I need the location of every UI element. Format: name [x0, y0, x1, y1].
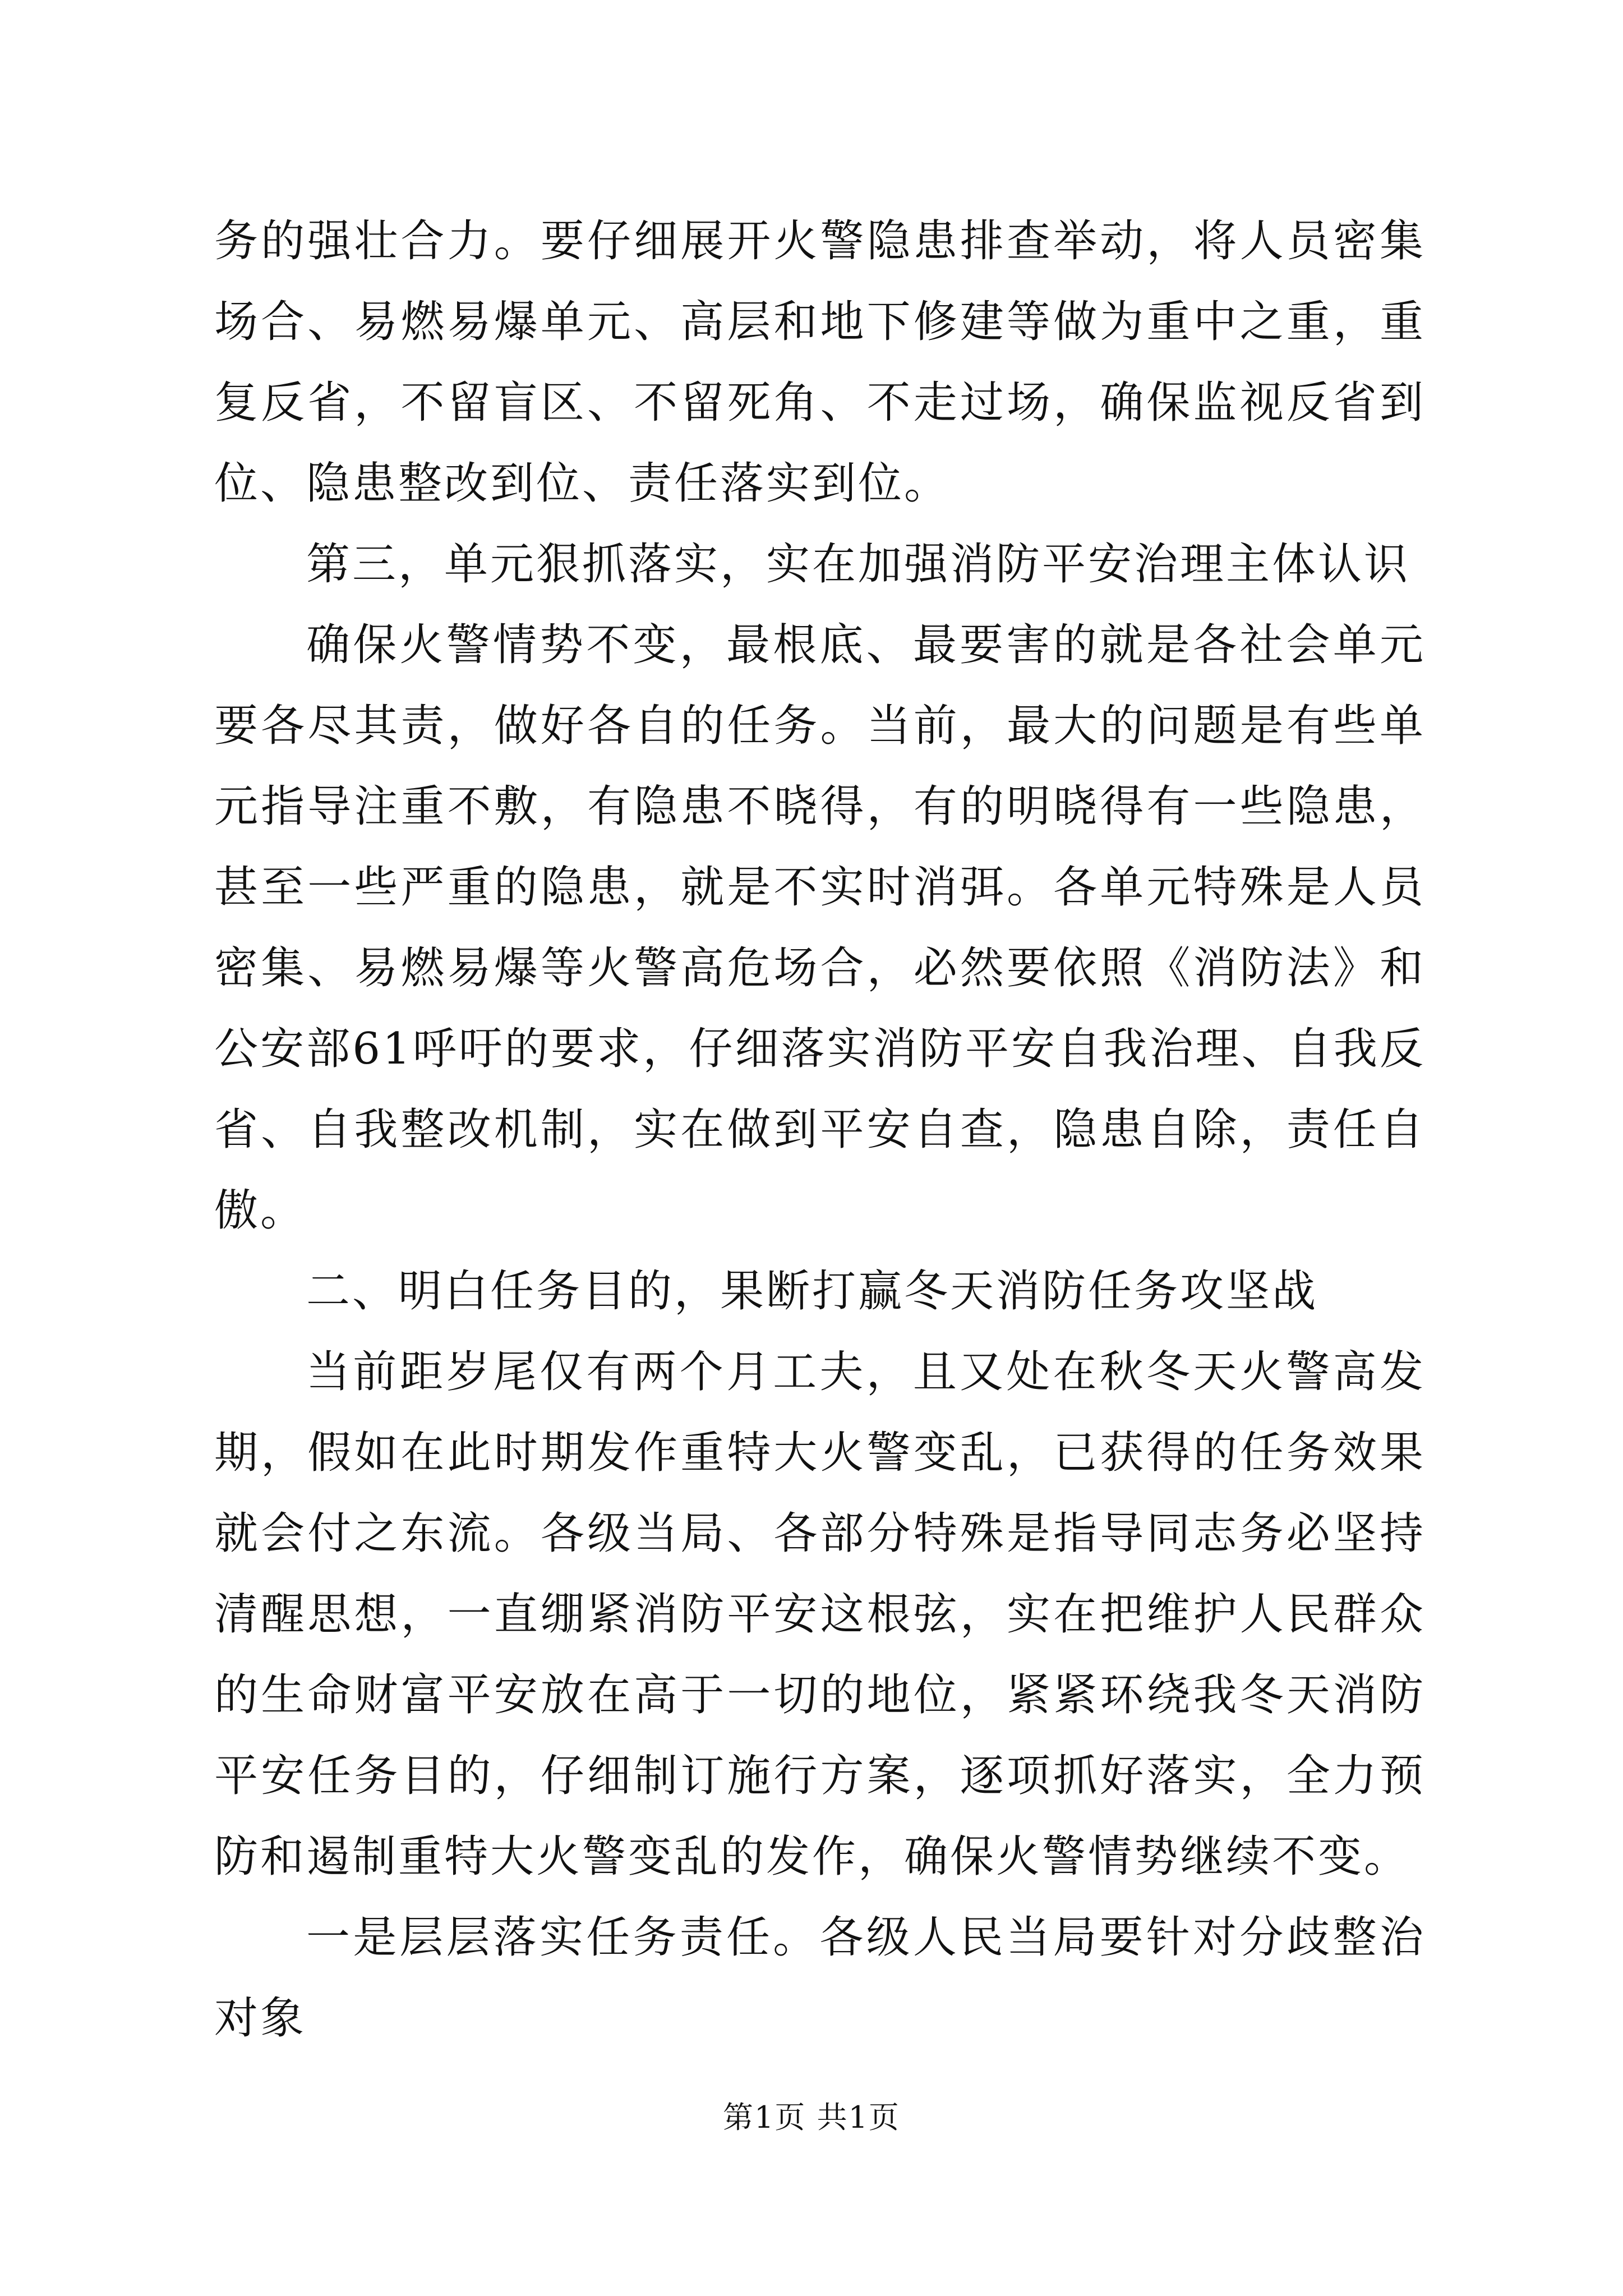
paragraph-responsibility-layers: 一是层层落实任务责任。各级人民当局要针对分歧整治对象	[214, 1912, 1426, 2044]
section-heading-two: 二、明白任务目的，果断打赢冬天消防任务攻坚战	[306, 1266, 1318, 1317]
paragraph-continued: 务的强壮合力。要仔细展开火警隐患排查举动，将人员密集场合、易燃易爆单元、高层和地下修建等做为重中之重，重复反省，不留盲区、不留死角、不走过场，确保监视反省到位、隐患整改到位、责任落实到位。	[214, 216, 1426, 509]
section-heading-third: 第三，单元狠抓落实，实在加强消防平安治理主体认识	[306, 539, 1410, 590]
paragraph-unit-responsibility: 确保火警情势不变，最根底、最要害的就是各社会单元要各尽其责，做好各自的任务。当前，最大的问题是有些单元指导注重不敷，有隐患不晓得，有的明晓得有一些隐患，甚至一些严重的隐患，就是不实时消弭。各单元特殊是人员密集、易燃易爆等火警高危场合，必然要依照《消防法》和公安部61呼吁的要求，仔细落实消防平安自我治理、自我反省、自我整改机制，实在做到平安自查，隐患自除，责任自傲。	[214, 620, 1426, 1236]
paragraph-winter-task: 当前距岁尾仅有两个月工夫，且又处在秋冬天火警高发期，假如在此时期发作重特大火警变乱，已获得的任务效果就会付之东流。各级当局、各部分特殊是指导同志务必坚持清醒思想，一直绷紧消防平安这根弦，实在把维护人民群众的生命财富平安放在高于一切的地位，紧紧环绕我冬天消防平安任务目的，仔细制订施行方案，逐项抓好落实，全力预防和遏制重特大火警变乱的发作，确保火警情势继续不变。	[214, 1347, 1426, 1882]
document-body	[214, 201, 1426, 2059]
page-footer: 第1页 共1页	[723, 2100, 900, 2135]
